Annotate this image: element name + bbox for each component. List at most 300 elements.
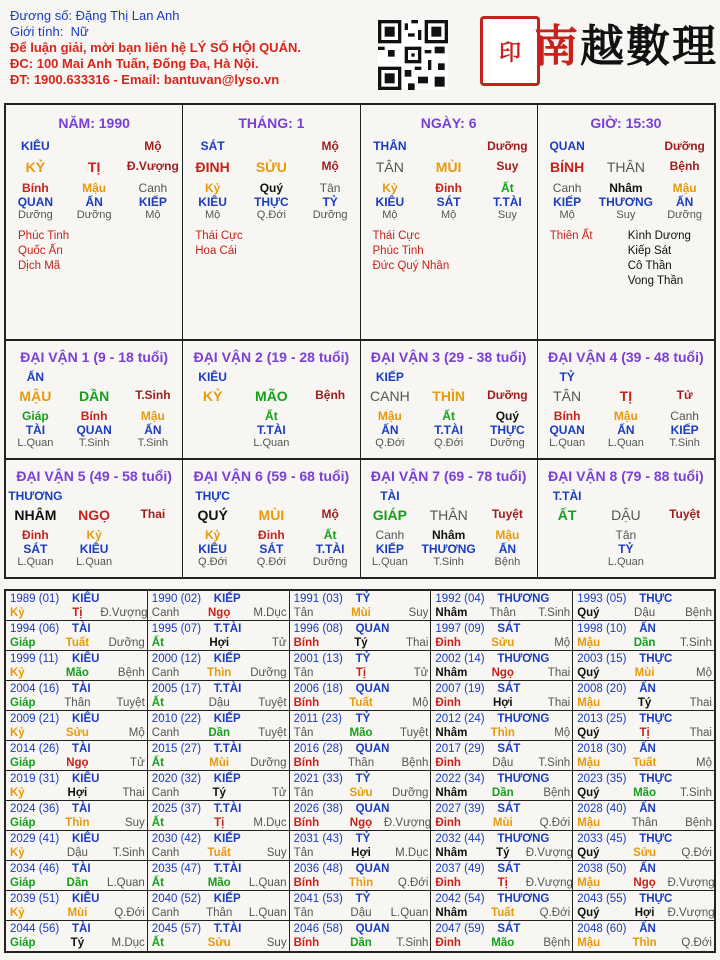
hidden-status (183, 437, 242, 449)
year-cell[interactable] (290, 771, 432, 800)
year-god: QUAN (355, 683, 390, 695)
year-label: 2045 (57) (151, 923, 202, 935)
year-can: Nhâm (435, 667, 468, 679)
hidden-status: L.Quan (371, 556, 408, 568)
year-status: Dưỡng (108, 637, 145, 649)
year-god: TÀI (72, 923, 91, 935)
year-cell[interactable] (290, 681, 432, 710)
year-god: THƯƠNG (497, 833, 550, 845)
year-status: Tuyệt (258, 697, 287, 709)
year-can: Quý (577, 907, 600, 919)
year-chi: Mùi (351, 607, 371, 619)
year-status: Tử (413, 667, 429, 679)
dai-van-title: ĐẠI VẬN 4 (39 - 48 tuổi) (548, 349, 704, 365)
year-status: Tuyệt (258, 727, 287, 739)
hidden-status: Mộ (204, 209, 221, 221)
year-label: 2030 (42) (151, 833, 202, 845)
hidden-status: L.Quan (607, 437, 644, 449)
year-chi: Sửu (349, 787, 373, 799)
year-chi: Tị (214, 817, 225, 829)
year-can: Giáp (10, 637, 36, 649)
year-can: Tân (293, 667, 314, 679)
year-chi: Mão (349, 727, 373, 739)
year-chi: Ngọ (208, 607, 231, 619)
year-chi: Ngọ (491, 667, 514, 679)
hidden-can: Tân (319, 181, 341, 195)
dai-van-chi: DẬU (611, 507, 641, 523)
year-cell[interactable] (6, 591, 148, 620)
year-label: 2025 (37) (151, 803, 202, 815)
dai-van-god: THỰC (195, 489, 230, 503)
year-can: Quý (577, 787, 600, 799)
year-cell[interactable] (431, 921, 573, 951)
year-label: 2022 (34) (435, 773, 485, 785)
year-can: Quý (577, 607, 600, 619)
year-status: L.Quan (248, 877, 287, 889)
year-can: Mậu (577, 937, 601, 949)
year-cell[interactable] (148, 771, 290, 800)
pillar-status: Bệnh (669, 159, 700, 173)
hidden-can: Kỷ (382, 181, 398, 195)
hidden-can: Đinh (258, 528, 285, 542)
contact-line-1: Để luận giải, mời bạn liên hệ LÝ SỐ HỘI QUÁN. (10, 40, 301, 55)
year-god: ẤN (639, 683, 656, 695)
dai-van-5[interactable] (6, 460, 183, 577)
year-label: 1995 (07) (151, 623, 202, 635)
year-status: Đ.Vượng (383, 817, 432, 829)
hidden-god (124, 542, 183, 556)
year-row (6, 801, 714, 831)
year-status: Q.Đới (681, 937, 712, 949)
year-label: 2021 (33) (293, 773, 343, 785)
dai-van-chi: TỊ (619, 388, 633, 404)
year-row (6, 621, 714, 651)
hidden-status: Dưỡng (17, 209, 53, 221)
year-god: TÀI (72, 743, 91, 755)
hidden-god: KIẾP (138, 195, 167, 209)
hidden-status: Mộ (145, 209, 161, 221)
year-status: Q.Đới (539, 907, 571, 919)
year-row (6, 591, 714, 621)
dai-van-title: ĐẠI VẬN 3 (29 - 38 tuổi) (370, 349, 527, 365)
year-row (6, 831, 714, 861)
dai-van-title: ĐẠI VẬN 7 (69 - 78 tuổi) (370, 468, 527, 484)
year-status: Mộ (554, 637, 571, 649)
dai-van-chi: MÃO (255, 388, 288, 404)
year-label: 2015 (27) (151, 743, 202, 755)
pillar-chi: SỬU (255, 159, 287, 175)
year-chi: Tuất (491, 907, 515, 919)
year-cell[interactable] (573, 831, 714, 860)
year-god: KIẾP (213, 653, 241, 665)
year-cell[interactable] (148, 621, 290, 650)
year-can: Canh (151, 667, 180, 679)
hidden-can: Giáp (22, 409, 49, 423)
year-cell[interactable] (573, 861, 714, 890)
year-cell[interactable] (290, 831, 432, 860)
year-row (6, 891, 714, 921)
hidden-status: T.Sinh (78, 437, 110, 449)
year-can: Đinh (435, 937, 461, 949)
star-good: Thái Cực (195, 230, 243, 242)
year-god: SÁT (497, 863, 521, 875)
year-chi: Tý (637, 697, 652, 709)
pillar-god: THÂN (373, 139, 407, 153)
year-cell[interactable] (573, 621, 714, 650)
hidden-can: Mậu (82, 181, 107, 195)
year-can: Bính (293, 877, 320, 889)
brand-logo: 南越數理 (534, 21, 718, 72)
dai-van-2[interactable] (183, 341, 360, 458)
hidden-can: Ất (265, 409, 278, 423)
hidden-can: Canh (670, 409, 699, 423)
year-cell[interactable] (6, 771, 148, 800)
hidden-can (183, 409, 242, 423)
pillars-row (4, 103, 716, 341)
pillar-chi: TỊ (87, 159, 101, 175)
year-cell[interactable] (6, 831, 148, 860)
dai-van-can: CANH (370, 388, 410, 404)
year-chi: Ngọ (633, 877, 656, 889)
year-cell[interactable] (431, 861, 573, 890)
year-can: Canh (151, 607, 180, 619)
year-god: KIÊU (72, 713, 100, 725)
year-cell[interactable] (290, 921, 432, 951)
hidden-status: Mộ (440, 209, 457, 221)
year-label: 2010 (22) (151, 713, 202, 725)
year-cell[interactable] (148, 741, 290, 770)
year-god: THƯƠNG (497, 713, 550, 725)
year-cell[interactable] (431, 771, 573, 800)
hidden-can (538, 528, 597, 542)
year-can: Giáp (10, 937, 36, 949)
year-cell[interactable] (148, 831, 290, 860)
year-god: TÀI (72, 803, 91, 815)
year-chi: Tị (72, 607, 83, 619)
pillar-can: BÍNH (550, 159, 585, 175)
year-cell[interactable] (573, 891, 714, 920)
dai-van-can: KỶ (202, 388, 223, 404)
year-chi: Thân (631, 817, 658, 829)
year-cell[interactable] (573, 591, 714, 620)
year-label: 2042 (54) (435, 893, 485, 905)
year-chi: Mão (65, 667, 89, 679)
year-chi: Hợi (634, 907, 655, 919)
hidden-can: Đinh (435, 181, 462, 195)
year-cell[interactable] (573, 741, 714, 770)
year-label: 2007 (19) (435, 683, 485, 695)
hidden-status: L.Quan (253, 437, 290, 449)
year-cell[interactable] (573, 711, 714, 740)
year-god: TÀI (72, 683, 91, 695)
contact-line-3[interactable]: ĐT: 1900.633316 - Email: bantuvan@lyso.vn (10, 72, 280, 87)
year-cell[interactable] (431, 711, 573, 740)
year-cell[interactable] (431, 801, 573, 830)
year-god: THƯƠNG (497, 593, 550, 605)
chart-grid (4, 103, 716, 579)
hidden-status: Mộ (382, 209, 398, 221)
year-label: 1990 (02) (151, 593, 202, 605)
hidden-god (301, 423, 360, 437)
hidden-god: KIÊU (375, 195, 405, 209)
year-can: Tân (293, 907, 314, 919)
pillar-top-status: Mộ (144, 139, 162, 153)
hidden-status: Suy (616, 209, 636, 221)
year-cell[interactable] (290, 711, 432, 740)
hidden-god (183, 423, 242, 437)
year-chi: Sửu (633, 847, 657, 859)
hidden-god: ẤN (85, 195, 103, 209)
year-chi: Thìn (490, 727, 515, 739)
star-good: Thiên Ất (549, 230, 593, 242)
year-can: Mậu (577, 637, 601, 649)
year-god: QUAN (355, 743, 390, 755)
dai-van-1[interactable] (6, 341, 183, 458)
year-cell[interactable] (573, 801, 714, 830)
year-chi: Tý (70, 937, 85, 949)
year-label: 2014 (26) (10, 743, 60, 755)
year-status: Thai (689, 697, 712, 709)
year-cell[interactable] (148, 591, 290, 620)
pillar-1 (183, 105, 360, 339)
year-god: KIÊU (72, 653, 100, 665)
hidden-god: SÁT (23, 542, 48, 556)
year-chi: Mùi (67, 907, 88, 919)
hidden-status (538, 556, 597, 568)
year-cell[interactable] (573, 921, 714, 951)
year-status: T.Sinh (538, 757, 571, 769)
year-cell[interactable] (431, 831, 573, 860)
year-can: Bính (293, 817, 320, 829)
year-status: Đ.Vượng (525, 847, 573, 859)
year-god: ẤN (639, 923, 656, 935)
hidden-god: ẤN (617, 423, 635, 437)
hidden-can: Ất (501, 181, 514, 195)
pillar-title: GIỜ: 15:30 (590, 115, 662, 131)
dai-van-7[interactable] (361, 460, 538, 577)
hidden-status: L.Quan (17, 437, 54, 449)
year-god: THỰC (639, 773, 673, 785)
year-can: Ất (151, 697, 164, 709)
hidden-god: KIẾP (553, 195, 582, 209)
dai-van-3[interactable] (361, 341, 538, 458)
year-cell[interactable] (290, 621, 432, 650)
year-cell[interactable] (431, 591, 573, 620)
pillar-top-status: Mộ (321, 139, 339, 153)
dai-van-6[interactable] (183, 460, 360, 577)
year-god: KIÊU (72, 773, 100, 785)
year-cell[interactable] (6, 861, 148, 890)
year-chi: Tuất (65, 637, 90, 649)
year-status: Q.Đới (397, 877, 429, 889)
year-chi: Tị (639, 727, 650, 739)
year-chi: Ngọ (66, 757, 89, 769)
dai-van-8[interactable] (538, 460, 714, 577)
dai-van-row-2 (4, 460, 716, 579)
year-status: Thai (547, 697, 571, 709)
year-cell[interactable] (148, 711, 290, 740)
year-status: Tử (271, 787, 287, 799)
hidden-god: T.TÀI (257, 423, 286, 437)
year-cell[interactable] (573, 651, 714, 680)
year-label: 2008 (20) (577, 683, 627, 695)
hidden-can: Mậu (613, 409, 638, 423)
year-god: THƯƠNG (497, 773, 550, 785)
hidden-can (301, 409, 360, 423)
year-status: Dưỡng (392, 787, 429, 799)
year-god: KIẾP (213, 833, 241, 845)
hidden-god: QUAN (17, 195, 54, 209)
year-cell[interactable] (148, 651, 290, 680)
header-info (10, 8, 370, 88)
year-cell[interactable] (431, 621, 573, 650)
hidden-god: T.TÀI (315, 542, 345, 556)
year-cell[interactable] (431, 741, 573, 770)
year-god: SÁT (497, 803, 521, 815)
year-cell[interactable] (6, 801, 148, 830)
year-cell[interactable] (6, 711, 148, 740)
year-cell[interactable] (431, 651, 573, 680)
year-status: T.Sinh (396, 937, 429, 949)
year-cell[interactable] (290, 861, 432, 890)
year-god: QUAN (355, 863, 390, 875)
year-can: Kỷ (10, 847, 25, 859)
year-label: 2012 (24) (435, 713, 485, 725)
dai-van-god: THƯƠNG (8, 489, 63, 503)
hidden-god: KIÊU (198, 195, 227, 209)
year-label: 2027 (39) (435, 803, 485, 815)
star-good: Phúc Tinh (18, 230, 70, 242)
dai-van-can: NHÂM (14, 507, 57, 523)
year-row (6, 861, 714, 891)
year-label: 2038 (50) (577, 863, 627, 875)
year-cell[interactable] (290, 891, 432, 920)
hidden-can: Kỷ (204, 181, 221, 195)
year-chi: Dần (208, 727, 231, 739)
year-status: L.Quan (248, 907, 287, 919)
year-status: Tuyệt (400, 727, 429, 739)
pillar-title: NGÀY: 6 (420, 115, 477, 131)
year-cell[interactable] (290, 651, 432, 680)
hidden-can: Canh (552, 181, 582, 195)
hidden-can (655, 528, 714, 542)
hidden-can: Tân (615, 528, 637, 542)
year-chi: Thìn (207, 667, 232, 679)
year-cell[interactable] (6, 621, 148, 650)
pillar-can: KỶ (25, 159, 46, 175)
year-cell[interactable] (6, 741, 148, 770)
dai-van-can: GIÁP (372, 507, 407, 523)
year-can: Nhâm (435, 727, 468, 739)
year-god: TÀI (72, 863, 91, 875)
hidden-god: KIẾP (670, 423, 699, 437)
hidden-status (301, 437, 360, 449)
star-bad: Vong Thần (627, 275, 684, 287)
year-chi: Sửu (207, 937, 231, 949)
year-label: 1997 (09) (435, 623, 485, 635)
year-god: THỰC (639, 593, 673, 605)
year-cell[interactable] (148, 681, 290, 710)
year-chi: Thân (489, 607, 516, 619)
year-status: Dưỡng (250, 757, 287, 769)
year-can: Canh (151, 787, 180, 799)
hidden-status: Q.Đới (198, 556, 228, 568)
year-status: Suy (408, 607, 429, 619)
year-cell[interactable] (573, 681, 714, 710)
year-cell[interactable] (431, 891, 573, 920)
year-cell[interactable] (573, 771, 714, 800)
year-status: Thai (122, 787, 145, 799)
pillar-status: Đ.Vượng (126, 159, 179, 173)
year-row (6, 651, 714, 681)
year-status: Bệnh (543, 937, 571, 949)
year-cell[interactable] (148, 801, 290, 830)
year-chi: Dậu (208, 697, 230, 709)
year-god: TỶ (355, 773, 371, 785)
year-cell[interactable] (148, 861, 290, 890)
year-god: T.TÀI (213, 923, 242, 935)
year-can: Ất (151, 757, 164, 769)
year-god: KIẾP (213, 893, 241, 905)
year-status: Thai (689, 727, 712, 739)
hidden-god: QUAN (549, 423, 585, 437)
dai-van-can: MẬU (19, 388, 52, 404)
annual-luck-table (4, 589, 716, 953)
year-cell[interactable] (148, 891, 290, 920)
year-cell[interactable] (6, 921, 148, 951)
dai-van-title: ĐẠI VẬN 1 (9 - 18 tuổi) (20, 349, 169, 365)
year-status: T.Sinh (680, 637, 712, 649)
year-can: Mậu (577, 757, 601, 769)
year-cell[interactable] (6, 651, 148, 680)
year-label: 2032 (44) (435, 833, 485, 845)
star-good: Quốc Ấn (18, 245, 63, 257)
hidden-can: Kỷ (86, 528, 102, 542)
year-chi: Dần (350, 937, 372, 949)
year-label: 2040 (52) (151, 893, 202, 905)
year-can: Nhâm (435, 607, 468, 619)
year-cell[interactable] (290, 801, 432, 830)
dai-van-god: KIÊU (198, 370, 227, 384)
year-cell[interactable] (148, 921, 290, 951)
dai-van-4[interactable] (538, 341, 714, 458)
year-label: 1999 (11) (10, 653, 59, 665)
hidden-god: TỶ (618, 542, 634, 556)
hidden-god: TÀI (25, 423, 46, 437)
pillar-chi: MÙI (435, 159, 462, 175)
pillar-0 (6, 105, 183, 339)
dai-van-title: ĐẠI VẬN 8 (79 - 88 tuổi) (548, 468, 704, 484)
year-can: Ất (151, 937, 164, 949)
year-label: 2028 (40) (577, 803, 627, 815)
year-status: Q.Đới (539, 817, 571, 829)
year-cell[interactable] (6, 681, 148, 710)
year-label: 2041 (53) (293, 893, 343, 905)
dai-van-status: Tuyệt (491, 507, 523, 521)
year-status: M.Dục (253, 607, 287, 619)
year-god: KIÊU (72, 893, 100, 905)
year-chi: Dần (491, 787, 514, 799)
year-cell[interactable] (290, 591, 432, 620)
year-god: THỰC (639, 713, 673, 725)
year-can: Mậu (577, 697, 601, 709)
year-cell[interactable] (290, 741, 432, 770)
year-cell[interactable] (431, 681, 573, 710)
year-chi: Mão (207, 877, 231, 889)
pillar-can: TÂN (375, 159, 404, 175)
year-cell[interactable] (6, 891, 148, 920)
hidden-can: Canh (375, 528, 405, 542)
